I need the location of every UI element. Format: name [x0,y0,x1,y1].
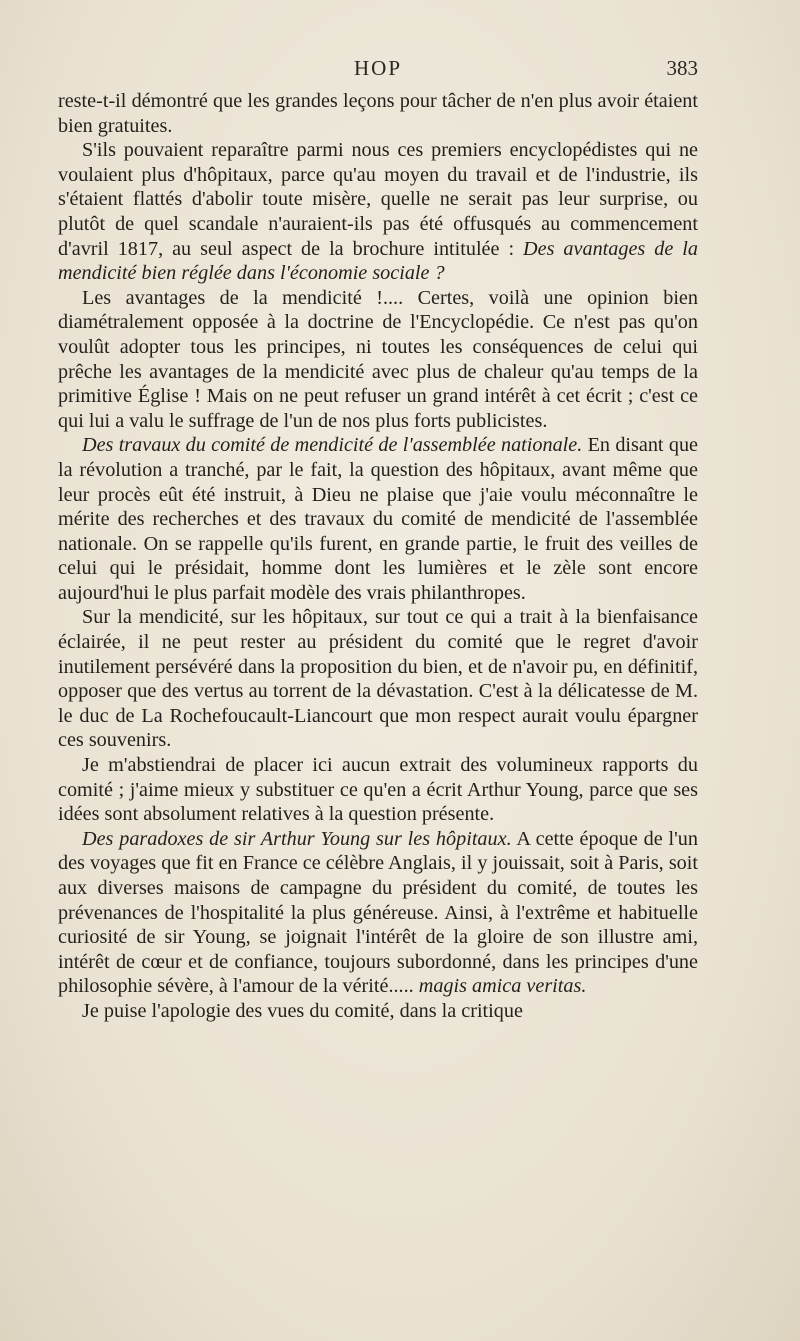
paragraph-text: Les avantages de la mendicité !.... Certes, voilà une opinion bien diamétralement opposée à la doctrine de l'Encyclopédie. Ce n'est pas qu'on voulût adopter tous les principes, ni toutes les conséquences de celui qui prêche les avantages de la mendicité avec plus de chaleur qu'au temps de la primitive Église ! Mais on ne peut refuser un grand intérêt à cet écrit ; c'est ce qui lui a valu le suffrage de l'un de nos plus forts publicistes. [58,286,698,432]
section-heading: Des travaux du comité de mendicité de l'assemblée nationale. [82,434,583,457]
paragraph [58,605,698,753]
section-heading: Des paradoxes de sir Arthur Young sur les hôpitaux. [82,827,512,850]
paragraph [58,999,698,1024]
running-title: HOP [353,56,402,80]
page-header [58,56,698,86]
latin-phrase: magis amica veritas. [418,975,587,998]
paragraph-text: Sur la mendicité, sur les hôpitaux, sur tout ce qui a trait à la bienfaisance éclairée, il ne peut rester au président du comité que le regret d'avoir inutilement persévéré dans la proposition du bien, et de n'avoir pu, en définitif, opposer que des vertus au torrent de la dévastation. C'est à la délicatesse de M. le duc de La Rochefoucault-Liancourt que mon respect aurait voulu épargner ces souvenirs. [58,606,698,752]
page-number: 383 [666,56,698,80]
paragraph-text: S'ils pouvaient reparaître parmi nous ces premiers encyclopédistes qui ne voulaient plus d'hôpitaux, parce qu'au moyen du travail et de l'industrie, ils s'étaient flattés d'abolir toute misère, quelle ne serait pas leur surprise, ou plutôt de quel scandale n'auraient-ils pas été offusqués au commencement d'avril 1817, au seul aspect de la brochure intitulée : [58,139,698,260]
paragraph-text: Je puise l'apologie des vues du comité, dans la critique [82,999,523,1022]
paragraph-text: Je m'abstiendrai de placer ici aucun extrait des volumineux rapports du comité ; j'aime mieux y substituer ce qu'en a écrit Arthur Young, parce que ses idées sont absolument relatives à la question présente. [58,754,698,826]
paragraph-text: A cette époque de l'un des voyages que fit en France ce célèbre Anglais, il y jouissait, soit à Paris, soit aux diverses maisons de campagne du président du comité, de toutes les prévenances de l'hospitalité la plus généreuse. Ainsi, à l'extrême et habituelle curiosité de sir Young, se joignait l'intérêt de la gloire de son illustre ami, intérêt de cœur et de confiance, toujours subordonné, dans les principes d'une philosophie sévère, à l'amour de la vérité..... [58,827,698,998]
paragraph-text: En disant que la révolution a tranché, par le fait, la question des hôpitaux, avant même que leur procès eût été instruit, à Dieu ne plaise que j'aie voulu méconnaître le mérite des recherches et des travaux du comité de mendicité de l'assemblée nationale. On se rappelle qu'ils furent, en grande partie, le fruit des veilles de celui qui le présidait, homme dont les lumières et le zèle sont encore aujourd'hui le plus parfait modèle des vrais philanthropes. [58,434,698,604]
paragraph-text: reste-t-il démontré que les grandes leçons pour tâcher de n'en plus avoir étaient bien gratuites. [58,90,698,137]
brochure-title: Des avantages de la mendicité bien réglée dans l'économie sociale ? [58,237,698,285]
body-text [58,89,698,1024]
paragraph [58,827,698,999]
paragraph [58,138,698,286]
paragraph [58,433,698,605]
paragraph [58,753,698,827]
paragraph [58,286,698,434]
paragraph [58,89,698,138]
